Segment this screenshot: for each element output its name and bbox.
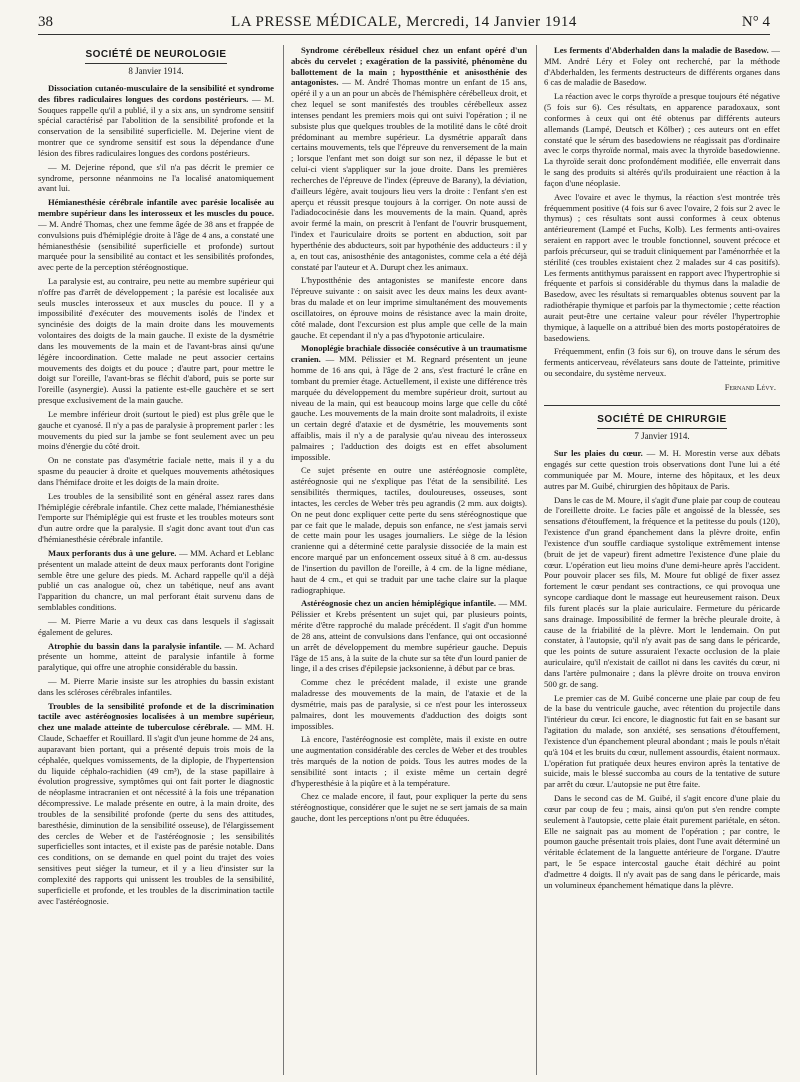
- article: [38, 83, 274, 159]
- article: [38, 197, 274, 273]
- article-columns: [38, 45, 780, 1075]
- article-paragraph: La paralysie est, au contraire, peu nette au membre supérieur qui n'offre pas d'arrêt de développement ; la parésie est localisée aux seuls muscles interosseux et aux muscles du pouce. Il y a impossibilité d'exécuter des mouvements isolés de l'index et syncinésie des doigts de la main droite dans les mouvements volontaires des doigts de la main gauche. Il existe de la dysmétrie dans les mouvements de la main et de l'avant-bras ainsi qu'une légère incoordination. Cette malade ne peut associer certains mouvements des doigts et du pouce ; d'autre part, pour mettre le doigt sur l'oreille, l'avant-bras se fléchit d'abord, puis se porte sur l'oreille (asynergie). Aussi la patiente est-elle gauchère et se sert presque exclusivement de la main gauche.: [38, 276, 274, 406]
- section-title: SOCIÉTÉ DE NEUROLOGIE: [38, 49, 274, 64]
- article-paragraph: Fréquemment, enfin (3 fois sur 6), on trouve dans le sérum des ferments anticerveau, révélateurs sans doute de l'atteinte, primitive ou secondaire, du système nerveux.: [544, 346, 780, 379]
- journal-title: LA PRESSE MÉDICALE, Mercredi, 14 Janvier 1914: [231, 14, 577, 30]
- article-heading: Sur les plaies du cœur.: [554, 448, 643, 459]
- article-paragraph: La réaction avec le corps thyroïde a presque toujours été négative (5 fois sur 6). Ces résultats, en apparence paradoxaux, sont conformes à ceux qui ont été obtenus par différents auteurs allemands (Lampé, Deutsch et Kölber) ; ces auteurs ont en effet constaté que le sérum des basedowiens ne réagissait pas d'ordinaire avec le corps thyroïde normal, mais avec la thyroïde basedowienne. La thyroïde serait donc profondément modifiée, elle enverrait dans le sang des produits si altérés qu'ils produiraient une réaction à la façon d'une néoplasie.: [544, 91, 780, 188]
- article-heading: Troubles de la sensibilité profonde et de la discrimination tactile avec astéréognosies localisées à un membre supérieur, chez une malade atteinte de tuberculose cérébrale.: [38, 700, 274, 733]
- article-paragraph: Les troubles de la sensibilité sont en général assez rares dans l'hémiplégie cérébrale infantile. Chez cette malade, l'hémianesthésie l'emporte sur l'hémiplégie qui est fruste et les troubles moteurs sont d'un autre ordre que la paralysie. Il s'agit donc avant tout d'un cas d'hémianesthésie cérébrale infantile.: [38, 490, 274, 545]
- article-paragraph: Dans le second cas de M. Guibé, il s'agit encore d'une plaie du cœur par coup de feu ; mais, ainsi qu'on put s'en rendre compte seulement à l'autopsie, cette plaie était purement pariétale, en séton. Elle ne saignait pas au moment de l'opération ; par contre, le poumon gauche présentait trois plaies, dont l'une avait déterminé un véritable éclatement de la languette antérieure de l'organe. D'autre part, le 5e espace intercostal gauche était déchiré au point d'admettre 4 doigts. Il n'y avait pas de sang dans le péricarde, mais un volumineux épanchement hématique dans la plèvre.: [544, 793, 780, 890]
- section-date: 8 Janvier 1914.: [128, 65, 184, 76]
- article-paragraph: Comme chez le précédent malade, il existe une grande maladresse des mouvements de la main, de l'ataxie et de la dysmétrie, mais pas de paralysie, si ce n'est pour les interosseux palmaires, dont les mouvements d'adduction des doigts sont impossibles.: [291, 677, 527, 731]
- article-text: — M. André Thomas montre un enfant de 15 ans, opéré il y a un an pour un abcès de l'hémisphère cérébelleux droit, et chez lequel se sont manifestés des troubles cérébelleux assez intenses pendant les premiers mois qui ont suivi l'opération ; il ne subsiste plus que quelques troubles de la motilité dans le côté droit prédominant au membre supérieur. La dysmétrie apparaît dans certains mouvements, tels que l'épreuve du renversement de la main ; lorsque l'enfant met son doigt sur son nez, il dépasse le but et celui-ci vient s'appliquer sur la joue droite. Dans les premières recherches de l'épreuve de l'index (épreuve de Barany), la déviation, d'ailleurs légère, avait toujours lieu vers la droite : l'enfant s'en est aperçu et réussit presque toujours à la corriger. On note aussi de l'adiadococinésie dans les mouvements de la main. Quand, après avoir fermé la main, on prescrit à l'enfant de l'ouvrir brusquement, l'index et l'auriculaire droits se portent en abduction, soit par hyperthénie des abducteurs, soit par hypothénie des adducteurs : il y a, en tout cas, anisosthénie des antagonistes, comme cela a été déjà constaté par l'auteur et A. Durupt chez les animaux.: [291, 77, 527, 272]
- article: [38, 548, 274, 613]
- article: [291, 343, 527, 462]
- column-2: [291, 45, 527, 1075]
- article: [291, 598, 527, 674]
- article-paragraph: — M. Dejerine répond, que s'il n'a pas décrit le premier ce syndrome, personne néanmoins ne l'a localisé anatomiquement avant lui.: [38, 161, 274, 194]
- article-heading: Maux perforants dus à une gelure.: [48, 547, 177, 558]
- article-paragraph: Chez ce malade encore, il faut, pour expliquer la perte du sens stéréognostique, considérer que le sujet ne se sert jamais de sa main gauche, dont les perceptions n'ont pu être éduquées.: [291, 791, 527, 824]
- article-text: — MM. Pélissier et Krebs présentent un sujet qui, par plusieurs points, mérite d'être rapproché du malade précédent. Il s'agit d'un homme de 28 ans, atteint de convulsions dans l'enfance, qui ont occasionné un arrêt de développement du membre supérieur gauche. Depuis l'âge de 15 ans, à la suite de la chute sur sa tête d'un lourd panier de linge, il a des crises d'épilepsie jacksonienne, à début par ce bras.: [291, 598, 527, 674]
- article-text: — M. Souques rappelle qu'il a publié, il y a six ans, un syndrome sensitif spécial caractérisé par l'abolition de la sensibilité profonde et la conservation de la sensibilité superficielle. M. Dejerine vient de montrer que ce syndrome sensitif est sous la dépendance d'une lésion des fibres radiculaires longues des cordons postérieurs.: [38, 93, 274, 158]
- column-3: [544, 45, 780, 1075]
- section-divider: [544, 405, 780, 406]
- article-text: — MM. Pélissier et M. Regnard présentent un jeune homme de 16 ans qui, à l'âge de 2 ans, s'est fracturé le crâne en tombant du premier étage. Actuellement, il existe une différence très marquée du développement du membre supérieur droit, surtout au niveau de la main, qui est beaucoup moins large que celle du côté gauche. Les mouvements de la main droite sont maladroits, il existe un certain degré d'ataxie et de dysmétrie, les mouvements sont affaiblis, mais il n'y a de paralysie qu'au niveau des interosseux palmaires ; l'adduction des doigts est en effet absolument impossible.: [291, 354, 527, 462]
- author-signature: Fernand Lévy.: [724, 382, 776, 392]
- article-paragraph: Là encore, l'astéréognosie est complète, mais il existe en outre une augmentation considérable des cercles de Weber et des troubles très marqués de la notion de poids. Tous les autres modes de la sensibilité sont intacts ; il existe même un certain degré d'hyperesthésie à la piqûre et à la température.: [291, 734, 527, 788]
- article: [38, 701, 274, 907]
- page-number: 38: [38, 14, 53, 30]
- column-1: [38, 45, 274, 1075]
- article-paragraph: Avec l'ovaire et avec le thymus, la réaction s'est montrée très fréquemment positive (4 fois sur 6 avec l'ovaire, 2 fois sur 2 avec le thymus) ; ces résultats sont aussi conformes à ceux obtenus antérieurement (Lampé et Fuchs, Kolb). Les ferments anti-ovaires seraient en rapport avec le trouble fonctionnel, souvent précoce et parfois précurseur, qui se traduit cliniquement par l'aménorrhée et la stérilité (ces troubles existaient chez 2 malades sur 4 cas positifs). Les ferments antithymus paraissent en rapport avec l'hypertrophie si fréquente et parfois si considérable du thymus dans la maladie de Basedow, avec les résultats si remarquables obtenus souvent par la radiothérapie thymique et parfois par la thymectomie ; cette réaction aurait peut-être une certaine valeur pour révéler l'hypertrophie thymique, à laquelle on a attribué bien des morts postopératoires de basedowiens.: [544, 191, 780, 343]
- article-heading: Astéréognosie chez un ancien hémiplégique infantile.: [301, 598, 497, 609]
- article-text: — MM. André Léry et Foley ont recherché, par la méthode d'Abderhalden, les ferments destructeurs de différents organes dans 6 cas de maladie de Basedow.: [544, 45, 780, 88]
- article-paragraph: Dans le cas de M. Moure, il s'agit d'une plaie par coup de couteau de l'oreillette droite. Le facies pâle et angoissé de la blessée, ses sensations d'étouffement, la fréquence et la petitesse du pouls (120), l'existence d'un grand épanchement dans la plèvre droite, enfin l'existence d'un souffle cardiaque systolique extrêmement intense (bruit de jet de vapeur) firent admettre l'existence d'une plaie du cœur. L'opération eut lieu moins d'une demi-heure après l'accident. Pour pouvoir placer ses fils, M. Moure fut obligé de fixer assez fortement le cœur pendant ses contractions, ce qui provoqua une syncope cardiaque dont le massage eut heureusement raison. Deux fils furent placés sur la plaie auriculaire. Fermeture du péricarde sans drainage. Impossibilité de fermer la brèche pleurale droite, à cause de la friabilité de la plèvre. Mort le lendemain. On put constater, à l'autopsie, qu'il n'y avait pas de sang dans le péricarde, que les points de suture assuraient l'exacte occlusion de la plaie auriculaire, qu'il n'existait de caillot ni dans les cavités du cœur, ni dans l'artère pulmonaire ; dans la plèvre droite on trouva environ 500 gr. de sang.: [544, 494, 780, 689]
- article-paragraph: L'hypostthénie des antagonistes se manifeste encore dans l'épreuve suivante : on saisit avec les deux mains les deux avant-bras du malade et on leur imprime simultanément des mouvements oscillatoires, on éprouve moins de résistance avec la main droite, côté malade, dont l'excursion est plus ample que celle de la main gauche. Et cependant il n'y a pas d'hypotonie articulaire.: [291, 275, 527, 340]
- article-paragraph: — M. Pierre Marie insiste sur les atrophies du bassin existant dans les scléroses cérébrales infantiles.: [38, 675, 274, 697]
- page-header: [38, 14, 770, 35]
- article-text: — M. H. Morestin verse aux débats engagés sur cette question trois observations dont l'une lui a été communiquée par M. Moure, interne des hôpitaux, et les deux autres par M. Guibé, chirurgien des hôpitaux de Paris.: [544, 448, 780, 491]
- article-text: — MM. Achard et Leblanc présentent un malade atteint de deux maux perforants dont l'origine semble être une gelure des pieds. M. Achard rappelle qu'il a déjà publié un cas analogue où, chez un tabétique, neuf ans avant l'apparition du chancre, un mal perforant était survenu dans de semblables conditions.: [38, 547, 274, 613]
- article: [38, 641, 274, 673]
- article-text: — M. André Thomas, chez une femme âgée de 38 ans et frappée de convulsions puis d'hémiplégie droite à l'âge de 4 ans, a constaté une hémianesthésie (sensibilité superficielle et profonde) surtout marquée pour la sensibilité au contact et les sensibilités profondes, avec perte de la perception stéréognostique.: [38, 218, 274, 273]
- section-title: SOCIÉTÉ DE CHIRURGIE: [544, 414, 780, 429]
- article-heading: Atrophie du bassin dans la paralysie infantile.: [48, 640, 222, 651]
- article-text: — MM. H. Claude, Schaeffer et Rouillard. Il s'agit d'un jeune homme de 24 ans, auparavant bien portant, qui a présenté depuis trois mois de la céphalée, quelques vomissements, de la diplopie, de l'hypertension du liquide céphalo-rachidien (49 cm³), de la stase papillaire à évolution progressive, symptômes qui ont fait porter le diagnostic de néoplasme intracranien et ont nécessité à la fois une trépanation décompressive. Le malade présente en outre, à la main droite, des troubles de la sensibilité profonde (perte du sens des attitudes, baresthésie, diminution de la sensibilité osseuse), de l'élargissement des cercles de Weber et de l'astéréognosie ; les sensibilités superficielles sont intactes, et il existe pas de parésie notable. Dans ces conditions, on se demande en quel point du trajet des voies sensitives peut siéger la tumeur, et il y a lieu d'insister sur la complexité des rapports qui unissent les troubles de la sensibilité, superficielle et profonde, et les troubles de la discrimination tactile avec l'astéréognosie.: [38, 722, 274, 906]
- article-paragraph: — M. Pierre Marie a vu deux cas dans lesquels il s'agissait également de gelures.: [38, 615, 274, 637]
- article-paragraph: Ce sujet présente en outre une astéréognosie complète, astéréognosie qui ne s'explique pas l'état de la sensibilité. Les sensibilités thermiques, tactiles, douloureuses, osseuses, sont intactes, les cercles de Weber très peu agrandis (2 mm. aux doigts). On ne peut donc expliquer cette perte du sens stéréognostique que par ce fait que le malade, depuis son enfance, ne s'est jamais servi de cette main pour les usages journaliers. Le siège de la lésion cranienne qui a déterminé cette paralysie dissociée de la main est encore marqué par un enfoncement osseux situé à 8 cm. au-dessus de l'insertion du pavillon de l'oreille, à 4 cm. de la ligne médiane, haut de 4 cm., et qui se traduit par une tache claire sur la plaque radiographique.: [291, 465, 527, 595]
- article-heading: Monoplégie brachiale dissociée consécutive à un traumatisme cranien.: [291, 343, 527, 365]
- article-heading: Les ferments d'Abderhalden dans la maladie de Basedow.: [554, 45, 769, 55]
- issue-number: N° 4: [741, 14, 770, 30]
- article-paragraph: On ne constate pas d'asymétrie faciale nette, mais il y a du spasme du peaucier à droite et quelques mouvements athétosiques dans l'hémiface droite et les doigts de la main droite.: [38, 455, 274, 487]
- article-heading: Hémianesthésie cérébrale infantile avec parésie localisée au membre supérieur dans les interosseux et les muscles du pouce.: [38, 197, 274, 219]
- article-heading: Dissociation cutanéo-musculaire de la sensibilité et syndrome des fibres radiculaires longues des cordons postérieurs.: [38, 82, 274, 104]
- article: [291, 45, 527, 272]
- article-heading: Syndrome cérébelleux résiduel chez un enfant opéré d'un abcès du cervelet ; exagération de la passivité, phénomène du ballottement de la main ; hypostthénie et anisosthénie des antagonistes.: [291, 45, 527, 88]
- article-paragraph: Le premier cas de M. Guibé concerne une plaie par coup de feu de la base du ventricule gauche, avec rétention du projectile dans l'intérieur du cœur. Ici encore, le diagnostic fut fait en se basant sur l'agitation du malade, son anxiété, ses sensations d'étouffement, l'existence d'un épanchement pleural abondant ; mais le pouls n'était qu'à 104 et les bruits du cœur, nullement assourdis, étaient normaux. L'opération fut pratiquée deux heures environ après la tentative de suicide, mais le blessé succomba au cours de la tentative de suture par arrêt du cœur. L'autopsie ne put être faite.: [544, 692, 780, 790]
- article-paragraph: Le membre inférieur droit (surtout le pied) est plus grêle que le gauche et cyanosé. Il n'y a pas de paralysie à proprement parler : les mouvements du pied sur la jambe se font seulement avec un peu moins d'énergie du côté droit.: [38, 408, 274, 452]
- article: [544, 448, 780, 491]
- column-rule: [283, 45, 284, 1075]
- column-rule: [536, 45, 537, 1075]
- section-date: 7 Janvier 1914.: [634, 431, 690, 442]
- article-text: — M. Achard présente un homme, atteint de paralysie infantile à forme paralytique, qui offre une atrophie considérable du bassin.: [38, 640, 274, 673]
- article: [544, 45, 780, 88]
